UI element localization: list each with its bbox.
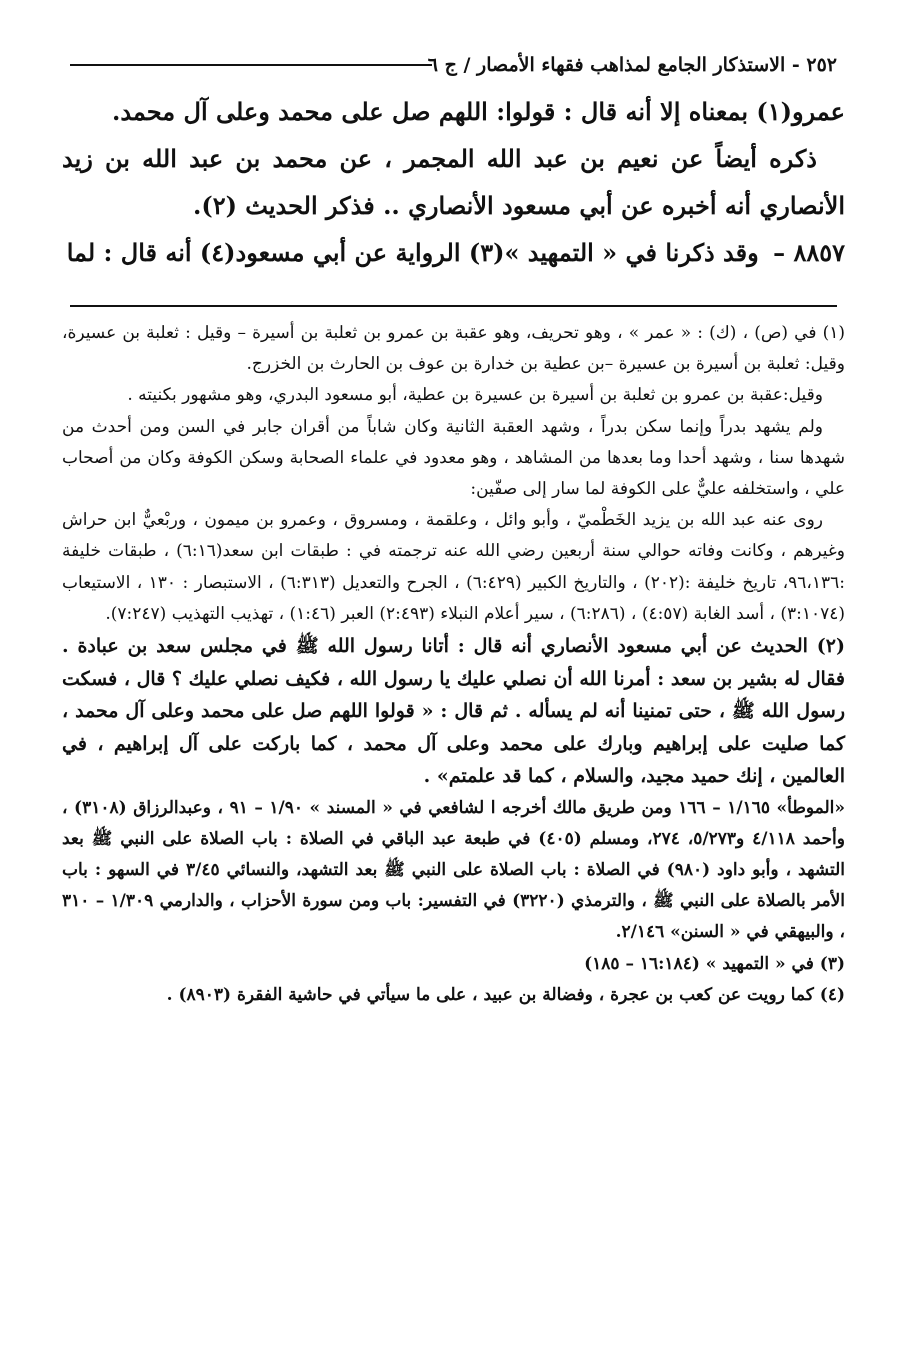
running-title: ٢٥٢ - الاستذكار الجامع لمذاهب فقهاء الأمصار / ج ٦ <box>427 54 837 76</box>
main-paragraph-3 <box>62 229 845 276</box>
footnote-4: (٤) كما رويت عن كعب بن عجرة ، وفضالة بن عبيد ، على ما سيأتي في حاشية الفقرة (٨٩٠٣) . <box>166 984 845 1005</box>
footnote-1-a: (١) في (ص) ، (ك) : « عمر » ، وهو تحريف، وهو عقبة بن عمرو بن ثعلبة بن أسيرة – وقيل : ثعلبة بن عسيرة، وقيل: ثعلبة بن أسيرة بن عسيرة –بن عطية بن خدارة بن عوف بن الحارث بن الخزرج. <box>62 323 846 375</box>
footnote-divider <box>70 305 837 307</box>
header-rule <box>70 64 432 66</box>
footnote-1-d: روى عنه عبد الله بن يزيد الخَطْميّ ، وأبو وائل ، وعلقمة ، ومسروق ، وعمرو بن ميمون ، وربْعيٌّ ابن حراش وغيرهم ، وكانت وفاته حوالي سنة أربعين رضي الله عنه ترجمته في : طبقات ابن سعد(٦:١٦) ، طبقات خليفة :٩٦،١٣٦، تاريخ خليفة :(٢٠٢) ، والتاريخ الكبير (٦:٤٢٩) ، الجرح والتعديل (٦:٣١٣) ، الاستبصار : ١٣٠ ، الاستيعاب (٣:١٠٧٤) ، أسد الغابة (٤:٥٧) ، (٦:٢٨٦) ، سير أعلام النبلاء (٢:٤٩٣) العبر (١:٤٦) ، تهذيب التهذيب (٧:٢٤٧). <box>62 510 845 624</box>
footnote-3: (٣) في « التمهيد » (١٦:١٨٤ – ١٨٥) <box>584 953 845 974</box>
footnote-2-hadith: (٢) الحديث عن أبي مسعود الأنصاري أنه قال : أتانا رسول الله ﷺ في مجلس سعد بن عبادة . فقال له بشير بن سعد : أمرنا الله أن نصلي عليك يا رسول الله ، فكيف نصلي عليك ؟ قال ، فسكت رسول الله ﷺ ، حتى تمنينا أنه لم يسأله . ثم قال : « قولوا اللهم صل على محمد وعلى آل محمد ، كما صليت على إبراهيم وبارك على محمد وعلى آل محمد ، كما باركت على آل إبراهيم ، في العالمين ، إنك حميد مجيد، والسلام ، كما قد علمتم» . <box>62 635 845 788</box>
page-header <box>70 52 837 78</box>
main-paragraph-2: ذكره أيضاً عن نعيم بن عبد الله المجمر ، عن محمد بن عبد الله بن زيد الأنصاري أنه أخبره عن أبي مسعود الأنصاري .. فذكر الحديث (٢). <box>62 144 845 220</box>
paragraph-number: ٨٨٥٧ – <box>773 238 845 267</box>
footnote-2-sources: «الموطأ» ١/١٦٥ – ١٦٦ ومن طريق مالك أخرجه ا لشافعي في « المسند » ١/٩٠ – ٩١ ، وعبدالرزاق (٣١٠٨) ، وأحمد ٤/١١٨ و٥/٢٧٣، ٢٧٤، ومسلم (٤٠٥) في طبعة عبد الباقي في الصلاة : باب الصلاة على النبي ﷺ بعد التشهد ، وأبو داود (٩٨٠) في الصلاة : باب الصلاة على النبي ﷺ بعد التشهد، والنسائي ٣/٤٥ في السهو : باب الأمر بالصلاة على النبي ﷺ ، والترمذي (٣٢٢٠) في التفسير: باب ومن سورة الأحزاب ، والدارمي ١/٣٠٩ – ٣١٠ ، والبيهقي في « السنن» ٢/١٤٦. <box>62 797 845 943</box>
main-paragraph-3-text: وقد ذكرنا في « التمهيد »(٣) الرواية عن أبي مسعود(٤) أنه قال : لما <box>66 238 759 267</box>
footnote-1-b: وقيل:عقبة بن عمرو بن ثعلبة بن أسيرة بن عسيرة بن عطية، أبو مسعود البدري، وهو مشهور بكنيته . <box>127 385 823 406</box>
footnote-1-c: ولم يشهد بدراً وإنما سكن بدراً ، وشهد العقبة الثانية وكان شاباً من أقران جابر في السن ومن أحدث من شهدها سنا ، وشهد أحدا وما بعدها من المشاهد ، وهو معدود في علماء الصحابة وسكن الكوفة وكان من أصحاب علي ، واستخلفه عليٌّ على الكوفة لما سار إلى صفّين: <box>62 416 845 500</box>
main-text <box>62 88 845 276</box>
main-line-1: عمرو(١) بمعناه إلا أنه قال : قولوا: اللهم صل على محمد وعلى آل محمد. <box>111 97 845 126</box>
footnotes <box>62 318 845 1011</box>
